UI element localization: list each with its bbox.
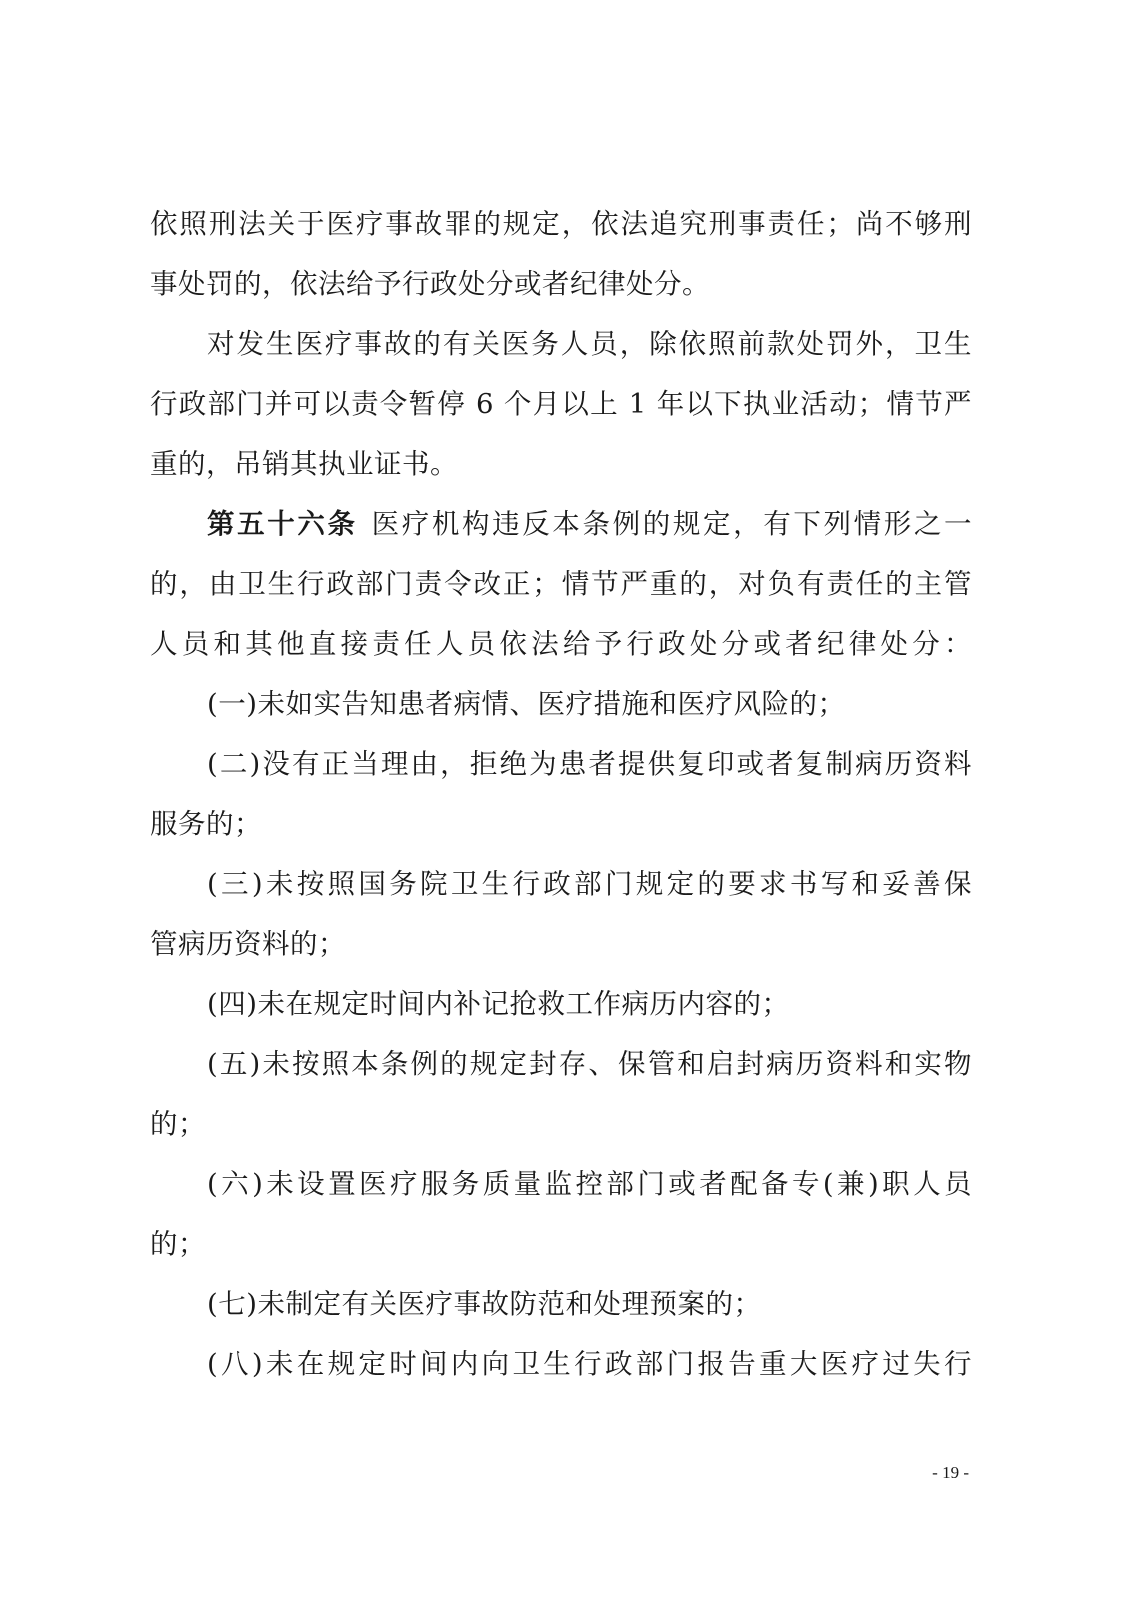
list-item-continuation: 的； [150, 1228, 206, 1260]
page-number: - 19 - [932, 1463, 969, 1482]
text-line: 事处罚的，依法给予行政处分或者纪律处分。 [150, 268, 710, 300]
text-line: 的，由卫生行政部门责令改正；情节严重的，对负有责任的主管 [150, 568, 972, 600]
list-item: (四)未在规定时间内补记抢救工作病历内容的； [207, 988, 790, 1020]
article-heading: 第五十六条 [207, 508, 358, 540]
text-line: 对发生医疗事故的有关医务人员，除依照前款处罚外，卫生 [207, 328, 972, 360]
list-item: (七)未制定有关医疗事故防范和处理预案的； [207, 1288, 762, 1320]
text-line: 重的，吊销其执业证书。 [150, 448, 458, 480]
list-item-continuation: 服务的； [150, 808, 262, 840]
list-item: (一)未如实告知患者病情、医疗措施和医疗风险的； [207, 688, 846, 720]
list-item-continuation: 管病历资料的； [150, 928, 346, 960]
text-line: 依照刑法关于医疗事故罪的规定，依法追究刑事责任；尚不够刑 [150, 208, 972, 240]
list-item: (五)未按照本条例的规定封存、保管和启封病历资料和实物 [207, 1048, 972, 1080]
text-line: 人员和其他直接责任人员依法给予行政处分或者纪律处分： [150, 628, 972, 660]
list-item: (八)未在规定时间内向卫生行政部门报告重大医疗过失行 [207, 1348, 972, 1380]
article-line [207, 504, 972, 544]
article-text: 医疗机构违反本条例的规定，有下列情形之一 [371, 508, 972, 540]
list-item: (三)未按照国务院卫生行政部门规定的要求书写和妥善保 [207, 868, 972, 900]
text-line: 行政部门并可以责令暂停 6 个月以上 1 年以下执业活动；情节严 [150, 388, 972, 420]
list-item-continuation: 的； [150, 1108, 206, 1140]
list-item: (六)未设置医疗服务质量监控部门或者配备专(兼)职人员 [207, 1168, 972, 1200]
list-item: (二)没有正当理由，拒绝为患者提供复印或者复制病历资料 [207, 748, 972, 780]
